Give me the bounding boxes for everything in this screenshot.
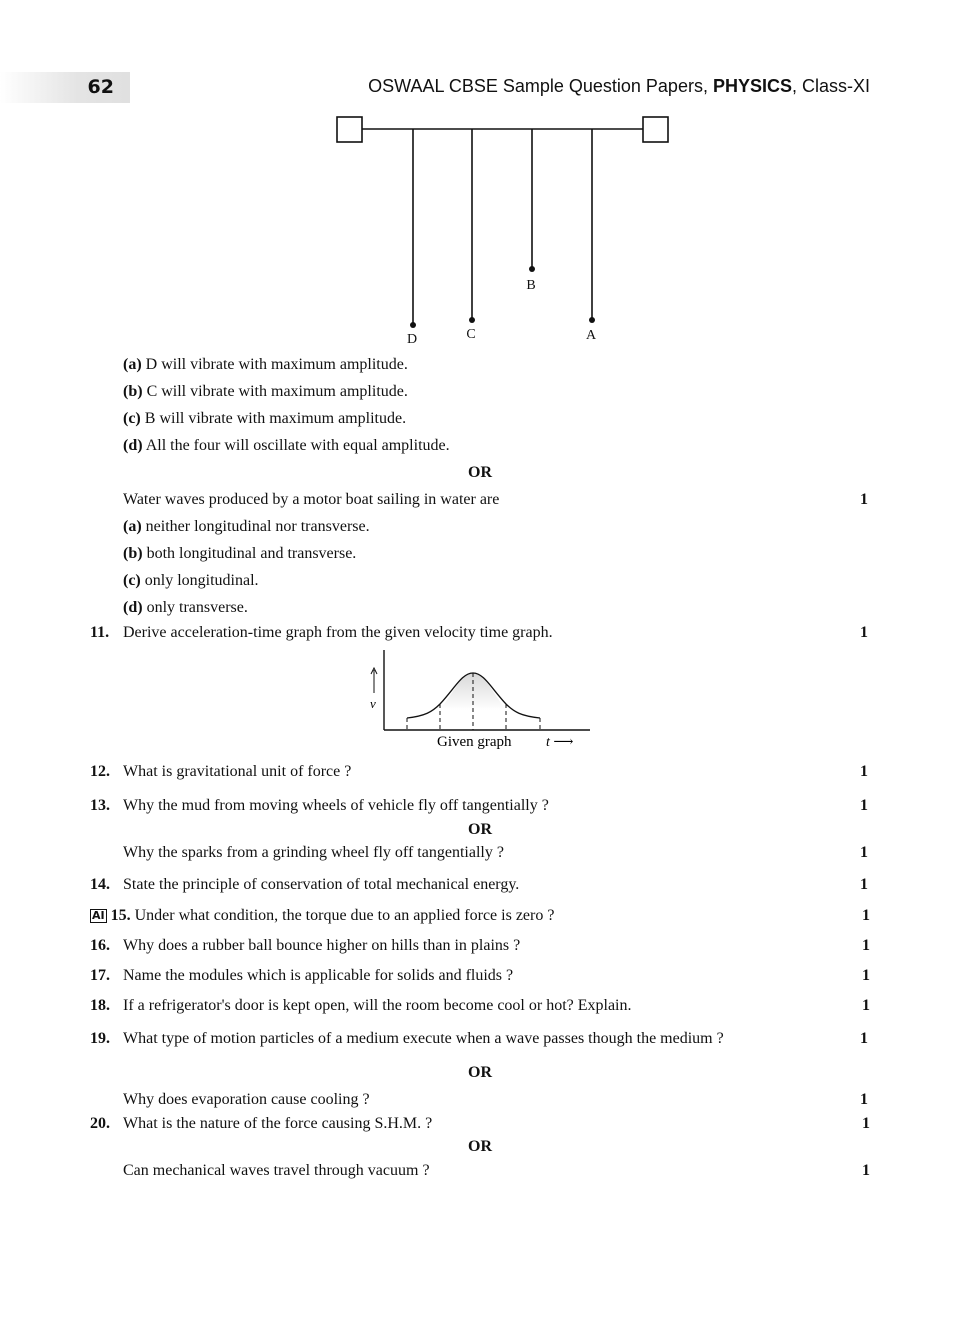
question-16: 16. Why does a rubber ball bounce higher on hills than in plains ? 1 bbox=[90, 937, 870, 954]
option-a: (a) D will vibrate with maximum amplitude. bbox=[123, 356, 408, 373]
alt-option-d: (d) only transverse. bbox=[123, 599, 248, 616]
graph-caption: Given graph bbox=[437, 734, 512, 750]
question-20: 20. What is the nature of the force causing S.H.M. ? 1 bbox=[90, 1115, 870, 1132]
question-18: 18. If a refrigerator's door is kept open, will the room become cool or hot? Explain. 1 bbox=[90, 997, 870, 1014]
header-subject: PHYSICS bbox=[712, 76, 792, 96]
label-b: B bbox=[526, 278, 536, 293]
question-19: 19. What type of motion particles of a medium execute when a wave passes though the medium ? 1 bbox=[90, 1030, 868, 1047]
or-divider: OR bbox=[468, 821, 492, 838]
question-14: 14. State the principle of conservation of total mechanical energy. 1 bbox=[90, 876, 868, 893]
label-a: A bbox=[585, 328, 597, 343]
question-13: 13. Why the mud from moving wheels of vehicle fly off tangentially ? 1 bbox=[90, 797, 868, 814]
option-c: (c) B will vibrate with maximum amplitude. bbox=[123, 410, 407, 427]
or-divider: OR bbox=[468, 1064, 492, 1081]
question-11: 11. Derive acceleration-time graph from the given velocity time graph. 1 bbox=[90, 624, 868, 641]
label-c: C bbox=[466, 327, 476, 342]
question-17: 17. Name the modules which is applicable for solids and fluids ? 1 bbox=[90, 967, 870, 984]
alt-option-c: (c) only longitudinal. bbox=[123, 572, 259, 589]
question-15: AI 15. Under what condition, the torque due to an applied force is zero ? 1 bbox=[92, 907, 870, 924]
or-divider: OR bbox=[468, 1138, 492, 1155]
alt-option-b: (b) both longitudinal and transverse. bbox=[123, 545, 357, 562]
y-axis-label: v bbox=[370, 696, 376, 711]
question-20-alt: Can mechanical waves travel through vacuum ? 1 bbox=[123, 1162, 870, 1179]
q10-alt: Water waves produced by a motor boat sailing in water are 1 bbox=[123, 491, 868, 508]
x-axis-label: t ⟶ bbox=[546, 735, 574, 750]
page-number: 62 bbox=[0, 72, 130, 103]
alt-option-a: (a) neither longitudinal nor transverse. bbox=[123, 518, 370, 535]
or-divider: OR bbox=[468, 464, 492, 481]
ai-badge-icon: AI bbox=[92, 909, 105, 922]
option-b: (b) C will vibrate with maximum amplitude. bbox=[123, 383, 408, 400]
header-class: , Class-XI bbox=[791, 76, 870, 96]
header-title: OSWAAL CBSE Sample Question Papers, bbox=[368, 76, 713, 96]
option-d: (d) All the four will oscillate with equal amplitude. bbox=[123, 437, 450, 454]
question-19-alt: Why does evaporation cause cooling ? 1 bbox=[123, 1091, 868, 1108]
question-13-alt: Why the sparks from a grinding wheel fly off tangentially ? 1 bbox=[123, 844, 868, 861]
label-d: D bbox=[406, 332, 418, 347]
question-12: 12. What is gravitational unit of force ? 1 bbox=[90, 763, 868, 780]
